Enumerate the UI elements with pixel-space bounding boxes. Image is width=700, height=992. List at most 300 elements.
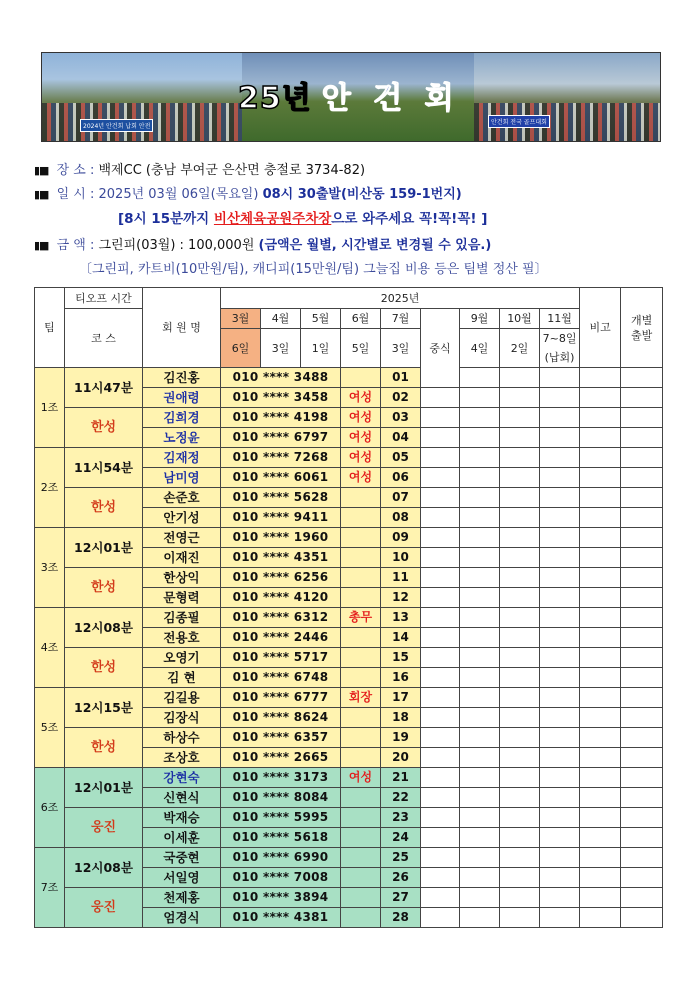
day2-1: 4일 <box>460 329 500 368</box>
member-name: 조상호 <box>143 748 221 768</box>
attendance-cell <box>500 788 540 808</box>
table-row <box>35 888 663 908</box>
member-name: 남미영 <box>143 468 221 488</box>
member-name: 김장식 <box>143 708 221 728</box>
member-name: 오영기 <box>143 648 221 668</box>
attendance-cell <box>580 368 621 388</box>
attendance-cell <box>500 408 540 428</box>
attendance-cell <box>580 468 621 488</box>
page-title <box>238 76 460 114</box>
member-name: 문형력 <box>143 588 221 608</box>
attendance-cell <box>580 748 621 768</box>
attendance-cell <box>621 508 663 528</box>
attendance-cell <box>580 448 621 468</box>
course-name: 웅진 <box>65 888 143 928</box>
attendance-cell <box>460 828 500 848</box>
attendance-cell <box>580 648 621 668</box>
member-phone: 010 **** 5618 <box>221 828 341 848</box>
group-photo-right <box>474 53 660 141</box>
attendance-cell <box>460 488 500 508</box>
member-note: 여성 <box>341 468 381 488</box>
member-note: 여성 <box>341 428 381 448</box>
member-phone: 010 **** 6357 <box>221 728 341 748</box>
month-4: 6월 <box>341 309 381 329</box>
attendance-cell <box>500 748 540 768</box>
member-name: 김진홍 <box>143 368 221 388</box>
attendance-cell <box>621 828 663 848</box>
member-number: 12 <box>381 588 421 608</box>
member-note: 회장 <box>341 688 381 708</box>
attendance-cell <box>580 608 621 628</box>
member-phone: 010 **** 3488 <box>221 368 341 388</box>
member-note <box>341 908 381 928</box>
attendance-cell <box>500 588 540 608</box>
tee-time: 12시08분 <box>65 608 143 648</box>
attendance-cell <box>621 568 663 588</box>
member-number: 13 <box>381 608 421 628</box>
tee-time: 11시54분 <box>65 448 143 488</box>
member-phone: 010 **** 6777 <box>221 688 341 708</box>
member-number: 27 <box>381 888 421 908</box>
attendance-cell <box>540 368 580 388</box>
attendance-cell <box>460 848 500 868</box>
member-name: 김재정 <box>143 448 221 468</box>
member-note <box>341 528 381 548</box>
member-phone: 010 **** 6797 <box>221 428 341 448</box>
tee-time: 12시01분 <box>65 768 143 808</box>
member-note <box>341 748 381 768</box>
member-phone: 010 **** 6312 <box>221 608 341 628</box>
info-date: ▮■ 일 시 : 2025년 03월 06일(목요일) 08시 30출발(비산동 159-1번지) <box>34 187 462 202</box>
member-name: 박재승 <box>143 808 221 828</box>
attendance-cell <box>421 768 460 788</box>
attendance-cell <box>580 668 621 688</box>
member-note <box>341 668 381 688</box>
attendance-cell <box>580 388 621 408</box>
header-lunch: 중식 <box>421 309 460 388</box>
attendance-cell <box>460 428 500 448</box>
attendance-cell <box>540 668 580 688</box>
member-phone: 010 **** 3894 <box>221 888 341 908</box>
team-label: 5조 <box>35 688 65 768</box>
member-phone: 010 **** 8624 <box>221 708 341 728</box>
attendance-cell <box>421 468 460 488</box>
attendance-cell <box>500 728 540 748</box>
member-phone: 010 **** 6256 <box>221 568 341 588</box>
info-fee-note: 〔그린피, 카트비(10만원/팀), 캐디피(15만원/팀) 그늘집 비용 등은 팀별 정산 필〕 <box>79 262 548 277</box>
attendance-cell <box>500 468 540 488</box>
attendance-cell <box>540 488 580 508</box>
header-team: 팀 <box>35 288 65 368</box>
attendance-cell <box>621 608 663 628</box>
attendance-cell <box>460 508 500 528</box>
member-phone: 010 **** 6748 <box>221 668 341 688</box>
attendance-cell <box>621 908 663 928</box>
attendance-cell <box>621 388 663 408</box>
attendance-cell <box>500 848 540 868</box>
attendance-cell <box>421 508 460 528</box>
member-number: 22 <box>381 788 421 808</box>
attendance-cell <box>621 528 663 548</box>
attendance-cell <box>421 908 460 928</box>
attendance-cell <box>500 528 540 548</box>
attendance-cell <box>540 408 580 428</box>
course-name: 한성 <box>65 728 143 768</box>
team-label: 6조 <box>35 768 65 848</box>
attendance-cell <box>460 448 500 468</box>
table-row <box>35 408 663 428</box>
course-name: 웅진 <box>65 808 143 848</box>
attendance-cell <box>500 388 540 408</box>
attendance-cell <box>500 708 540 728</box>
attendance-cell <box>621 708 663 728</box>
attendance-cell <box>580 708 621 728</box>
attendance-cell <box>540 868 580 888</box>
attendance-cell <box>500 668 540 688</box>
attendance-cell <box>580 508 621 528</box>
attendance-cell <box>580 488 621 508</box>
attendance-cell <box>500 428 540 448</box>
attendance-cell <box>460 668 500 688</box>
attendance-cell <box>460 748 500 768</box>
member-phone: 010 **** 9411 <box>221 508 341 528</box>
attendance-cell <box>621 748 663 768</box>
member-number: 09 <box>381 528 421 548</box>
member-name: 김길용 <box>143 688 221 708</box>
attendance-cell <box>540 548 580 568</box>
day-1: 6일 <box>221 329 261 368</box>
member-phone: 010 **** 3173 <box>221 768 341 788</box>
table-row <box>35 648 663 668</box>
attendance-cell <box>540 908 580 928</box>
header-tee: 티오프 시간 <box>65 288 143 309</box>
attendance-cell <box>580 868 621 888</box>
attendance-cell <box>580 908 621 928</box>
member-note <box>341 888 381 908</box>
attendance-cell <box>580 548 621 568</box>
attendance-cell <box>460 788 500 808</box>
member-name: 노정윤 <box>143 428 221 448</box>
attendance-cell <box>540 608 580 628</box>
table-row <box>35 808 663 828</box>
header-member: 회 원 명 <box>143 288 221 368</box>
member-phone: 010 **** 1960 <box>221 528 341 548</box>
attendance-cell <box>460 888 500 908</box>
member-name: 이세훈 <box>143 828 221 848</box>
attendance-cell <box>540 748 580 768</box>
attendance-cell <box>421 628 460 648</box>
member-number: 23 <box>381 808 421 828</box>
attendance-cell <box>421 808 460 828</box>
member-note: 여성 <box>341 448 381 468</box>
attendance-cell <box>500 868 540 888</box>
member-number: 28 <box>381 908 421 928</box>
attendance-cell <box>421 648 460 668</box>
header-course: 코 스 <box>65 309 143 368</box>
attendance-cell <box>540 828 580 848</box>
attendance-cell <box>621 808 663 828</box>
attendance-cell <box>460 468 500 488</box>
notice-place: 비산체육공원주차장 <box>213 211 332 227</box>
member-note <box>341 788 381 808</box>
attendance-cell <box>580 688 621 708</box>
attendance-cell <box>500 568 540 588</box>
banner-sign-left: 2024년 안건회 납회 안전 <box>80 119 153 132</box>
attendance-cell <box>621 888 663 908</box>
attendance-cell <box>460 688 500 708</box>
member-note <box>341 708 381 728</box>
table-row <box>35 568 663 588</box>
member-phone: 010 **** 8084 <box>221 788 341 808</box>
attendance-cell <box>621 648 663 668</box>
member-name: 권애령 <box>143 388 221 408</box>
attendance-cell <box>540 528 580 548</box>
member-number: 18 <box>381 708 421 728</box>
attendance-cell <box>580 808 621 828</box>
member-phone: 010 **** 4198 <box>221 408 341 428</box>
course-name: 한성 <box>65 408 143 448</box>
member-name: 천제홍 <box>143 888 221 908</box>
day2-3: 7~8일 (납회) <box>540 329 580 368</box>
member-number: 24 <box>381 828 421 848</box>
member-name: 신현식 <box>143 788 221 808</box>
info-notice: [8시 15분까지 비산체육공원주차장으로 와주세요 꼭!꼭!꼭! ] <box>118 211 488 227</box>
attendance-cell <box>421 668 460 688</box>
member-phone: 010 **** 4351 <box>221 548 341 568</box>
team-label: 7조 <box>35 848 65 928</box>
member-name: 김 현 <box>143 668 221 688</box>
member-name: 김종필 <box>143 608 221 628</box>
attendance-cell <box>500 608 540 628</box>
attendance-cell <box>460 908 500 928</box>
attendance-cell <box>621 668 663 688</box>
attendance-cell <box>540 848 580 868</box>
attendance-cell <box>540 808 580 828</box>
attendance-cell <box>580 628 621 648</box>
attendance-cell <box>540 448 580 468</box>
attendance-cell <box>460 408 500 428</box>
attendance-cell <box>580 828 621 848</box>
attendance-cell <box>621 488 663 508</box>
month2-3: 11월 <box>540 309 580 329</box>
attendance-cell <box>621 408 663 428</box>
attendance-cell <box>621 628 663 648</box>
tee-time: 12시08분 <box>65 848 143 888</box>
attendance-cell <box>500 548 540 568</box>
member-note <box>341 628 381 648</box>
attendance-cell <box>621 728 663 748</box>
member-note <box>341 728 381 748</box>
attendance-cell <box>540 648 580 668</box>
attendance-cell <box>621 768 663 788</box>
attendance-cell <box>421 388 460 408</box>
group-photo-left <box>42 53 242 141</box>
attendance-cell <box>460 368 500 388</box>
member-note <box>341 868 381 888</box>
attendance-cell <box>460 648 500 668</box>
attendance-cell <box>500 508 540 528</box>
member-number: 05 <box>381 448 421 468</box>
member-number: 06 <box>381 468 421 488</box>
course-name: 한성 <box>65 488 143 528</box>
attendance-cell <box>580 408 621 428</box>
tee-time: 11시47분 <box>65 368 143 408</box>
member-note <box>341 648 381 668</box>
attendance-cell <box>500 908 540 928</box>
attendance-cell <box>460 868 500 888</box>
member-phone: 010 **** 4120 <box>221 588 341 608</box>
member-phone: 010 **** 6061 <box>221 468 341 488</box>
member-number: 26 <box>381 868 421 888</box>
attendance-cell <box>580 728 621 748</box>
attendance-cell <box>500 648 540 668</box>
attendance-cell <box>421 528 460 548</box>
table-row <box>35 848 663 868</box>
attendance-cell <box>460 528 500 548</box>
attendance-cell <box>460 588 500 608</box>
member-name: 서일영 <box>143 868 221 888</box>
member-phone: 010 **** 2665 <box>221 748 341 768</box>
day-2: 3일 <box>261 329 301 368</box>
member-number: 01 <box>381 368 421 388</box>
attendance-cell <box>621 548 663 568</box>
attendance-cell <box>540 588 580 608</box>
attendance-cell <box>460 768 500 788</box>
attendance-cell <box>460 548 500 568</box>
attendance-cell <box>540 508 580 528</box>
attendance-cell <box>580 528 621 548</box>
member-number: 03 <box>381 408 421 428</box>
attendance-cell <box>500 628 540 648</box>
attendance-cell <box>621 788 663 808</box>
attendance-cell <box>540 428 580 448</box>
banner-sign-right: 안건회 전국 골프대회 <box>488 115 550 128</box>
table-row <box>35 728 663 748</box>
team-label: 1조 <box>35 368 65 448</box>
month2-1: 9월 <box>460 309 500 329</box>
attendance-cell <box>621 688 663 708</box>
attendance-cell <box>460 608 500 628</box>
member-name: 이재진 <box>143 548 221 568</box>
header-year: 2025년 <box>221 288 580 309</box>
member-phone: 010 **** 5628 <box>221 488 341 508</box>
attendance-cell <box>540 728 580 748</box>
day-4: 5일 <box>341 329 381 368</box>
member-phone: 010 **** 5717 <box>221 648 341 668</box>
attendance-cell <box>540 628 580 648</box>
table-row <box>35 608 663 628</box>
title-name: 안 건 회 <box>321 81 460 116</box>
attendance-cell <box>540 388 580 408</box>
attendance-cell <box>421 408 460 428</box>
tee-time: 12시15분 <box>65 688 143 728</box>
member-name: 김희경 <box>143 408 221 428</box>
member-number: 25 <box>381 848 421 868</box>
member-number: 14 <box>381 628 421 648</box>
attendance-cell <box>421 788 460 808</box>
title-year: 25년 <box>238 81 312 116</box>
member-name: 전용호 <box>143 628 221 648</box>
member-number: 11 <box>381 568 421 588</box>
info-place: ▮■ 장 소 : 백제CC (충남 부여군 은산면 충절로 3734-82) <box>34 163 366 178</box>
attendance-cell <box>460 728 500 748</box>
table-row <box>35 528 663 548</box>
attendance-cell <box>500 488 540 508</box>
attendance-cell <box>540 468 580 488</box>
attendance-cell <box>460 388 500 408</box>
member-phone: 010 **** 6990 <box>221 848 341 868</box>
attendance-cell <box>421 548 460 568</box>
member-phone: 010 **** 7268 <box>221 448 341 468</box>
day-5: 3일 <box>381 329 421 368</box>
attendance-cell <box>540 708 580 728</box>
attendance-cell <box>421 848 460 868</box>
attendance-cell <box>540 788 580 808</box>
table-row <box>35 768 663 788</box>
attendance-cell <box>421 488 460 508</box>
member-note <box>341 828 381 848</box>
attendance-cell <box>460 808 500 828</box>
attendance-cell <box>540 688 580 708</box>
attendance-cell <box>580 768 621 788</box>
attendance-cell <box>500 828 540 848</box>
attendance-cell <box>580 888 621 908</box>
attendance-cell <box>421 608 460 628</box>
member-phone: 010 **** 7008 <box>221 868 341 888</box>
header-indiv: 개별 출발 <box>621 288 663 368</box>
member-phone: 010 **** 2446 <box>221 628 341 648</box>
table-row <box>35 688 663 708</box>
member-number: 17 <box>381 688 421 708</box>
attendance-cell <box>500 768 540 788</box>
attendance-cell <box>621 368 663 388</box>
attendance-cell <box>421 588 460 608</box>
tee-time: 12시01분 <box>65 528 143 568</box>
attendance-cell <box>500 808 540 828</box>
attendance-cell <box>580 588 621 608</box>
attendance-cell <box>421 728 460 748</box>
member-name: 국중현 <box>143 848 221 868</box>
attendance-cell <box>621 468 663 488</box>
schedule-table <box>34 287 663 928</box>
member-note: 여성 <box>341 408 381 428</box>
month-3: 5월 <box>301 309 341 329</box>
member-name: 손준호 <box>143 488 221 508</box>
attendance-cell <box>580 428 621 448</box>
attendance-cell <box>500 368 540 388</box>
attendance-cell <box>540 568 580 588</box>
member-name: 한상익 <box>143 568 221 588</box>
attendance-cell <box>621 588 663 608</box>
member-note <box>341 848 381 868</box>
course-name: 한성 <box>65 568 143 608</box>
table-row <box>35 368 663 388</box>
member-note <box>341 548 381 568</box>
member-number: 04 <box>381 428 421 448</box>
member-name: 엄경식 <box>143 908 221 928</box>
attendance-cell <box>621 848 663 868</box>
member-number: 10 <box>381 548 421 568</box>
attendance-cell <box>421 448 460 468</box>
team-label: 4조 <box>35 608 65 688</box>
attendance-cell <box>421 688 460 708</box>
attendance-cell <box>580 568 621 588</box>
attendance-cell <box>421 748 460 768</box>
attendance-cell <box>621 868 663 888</box>
day-3: 1일 <box>301 329 341 368</box>
member-number: 16 <box>381 668 421 688</box>
attendance-cell <box>621 428 663 448</box>
